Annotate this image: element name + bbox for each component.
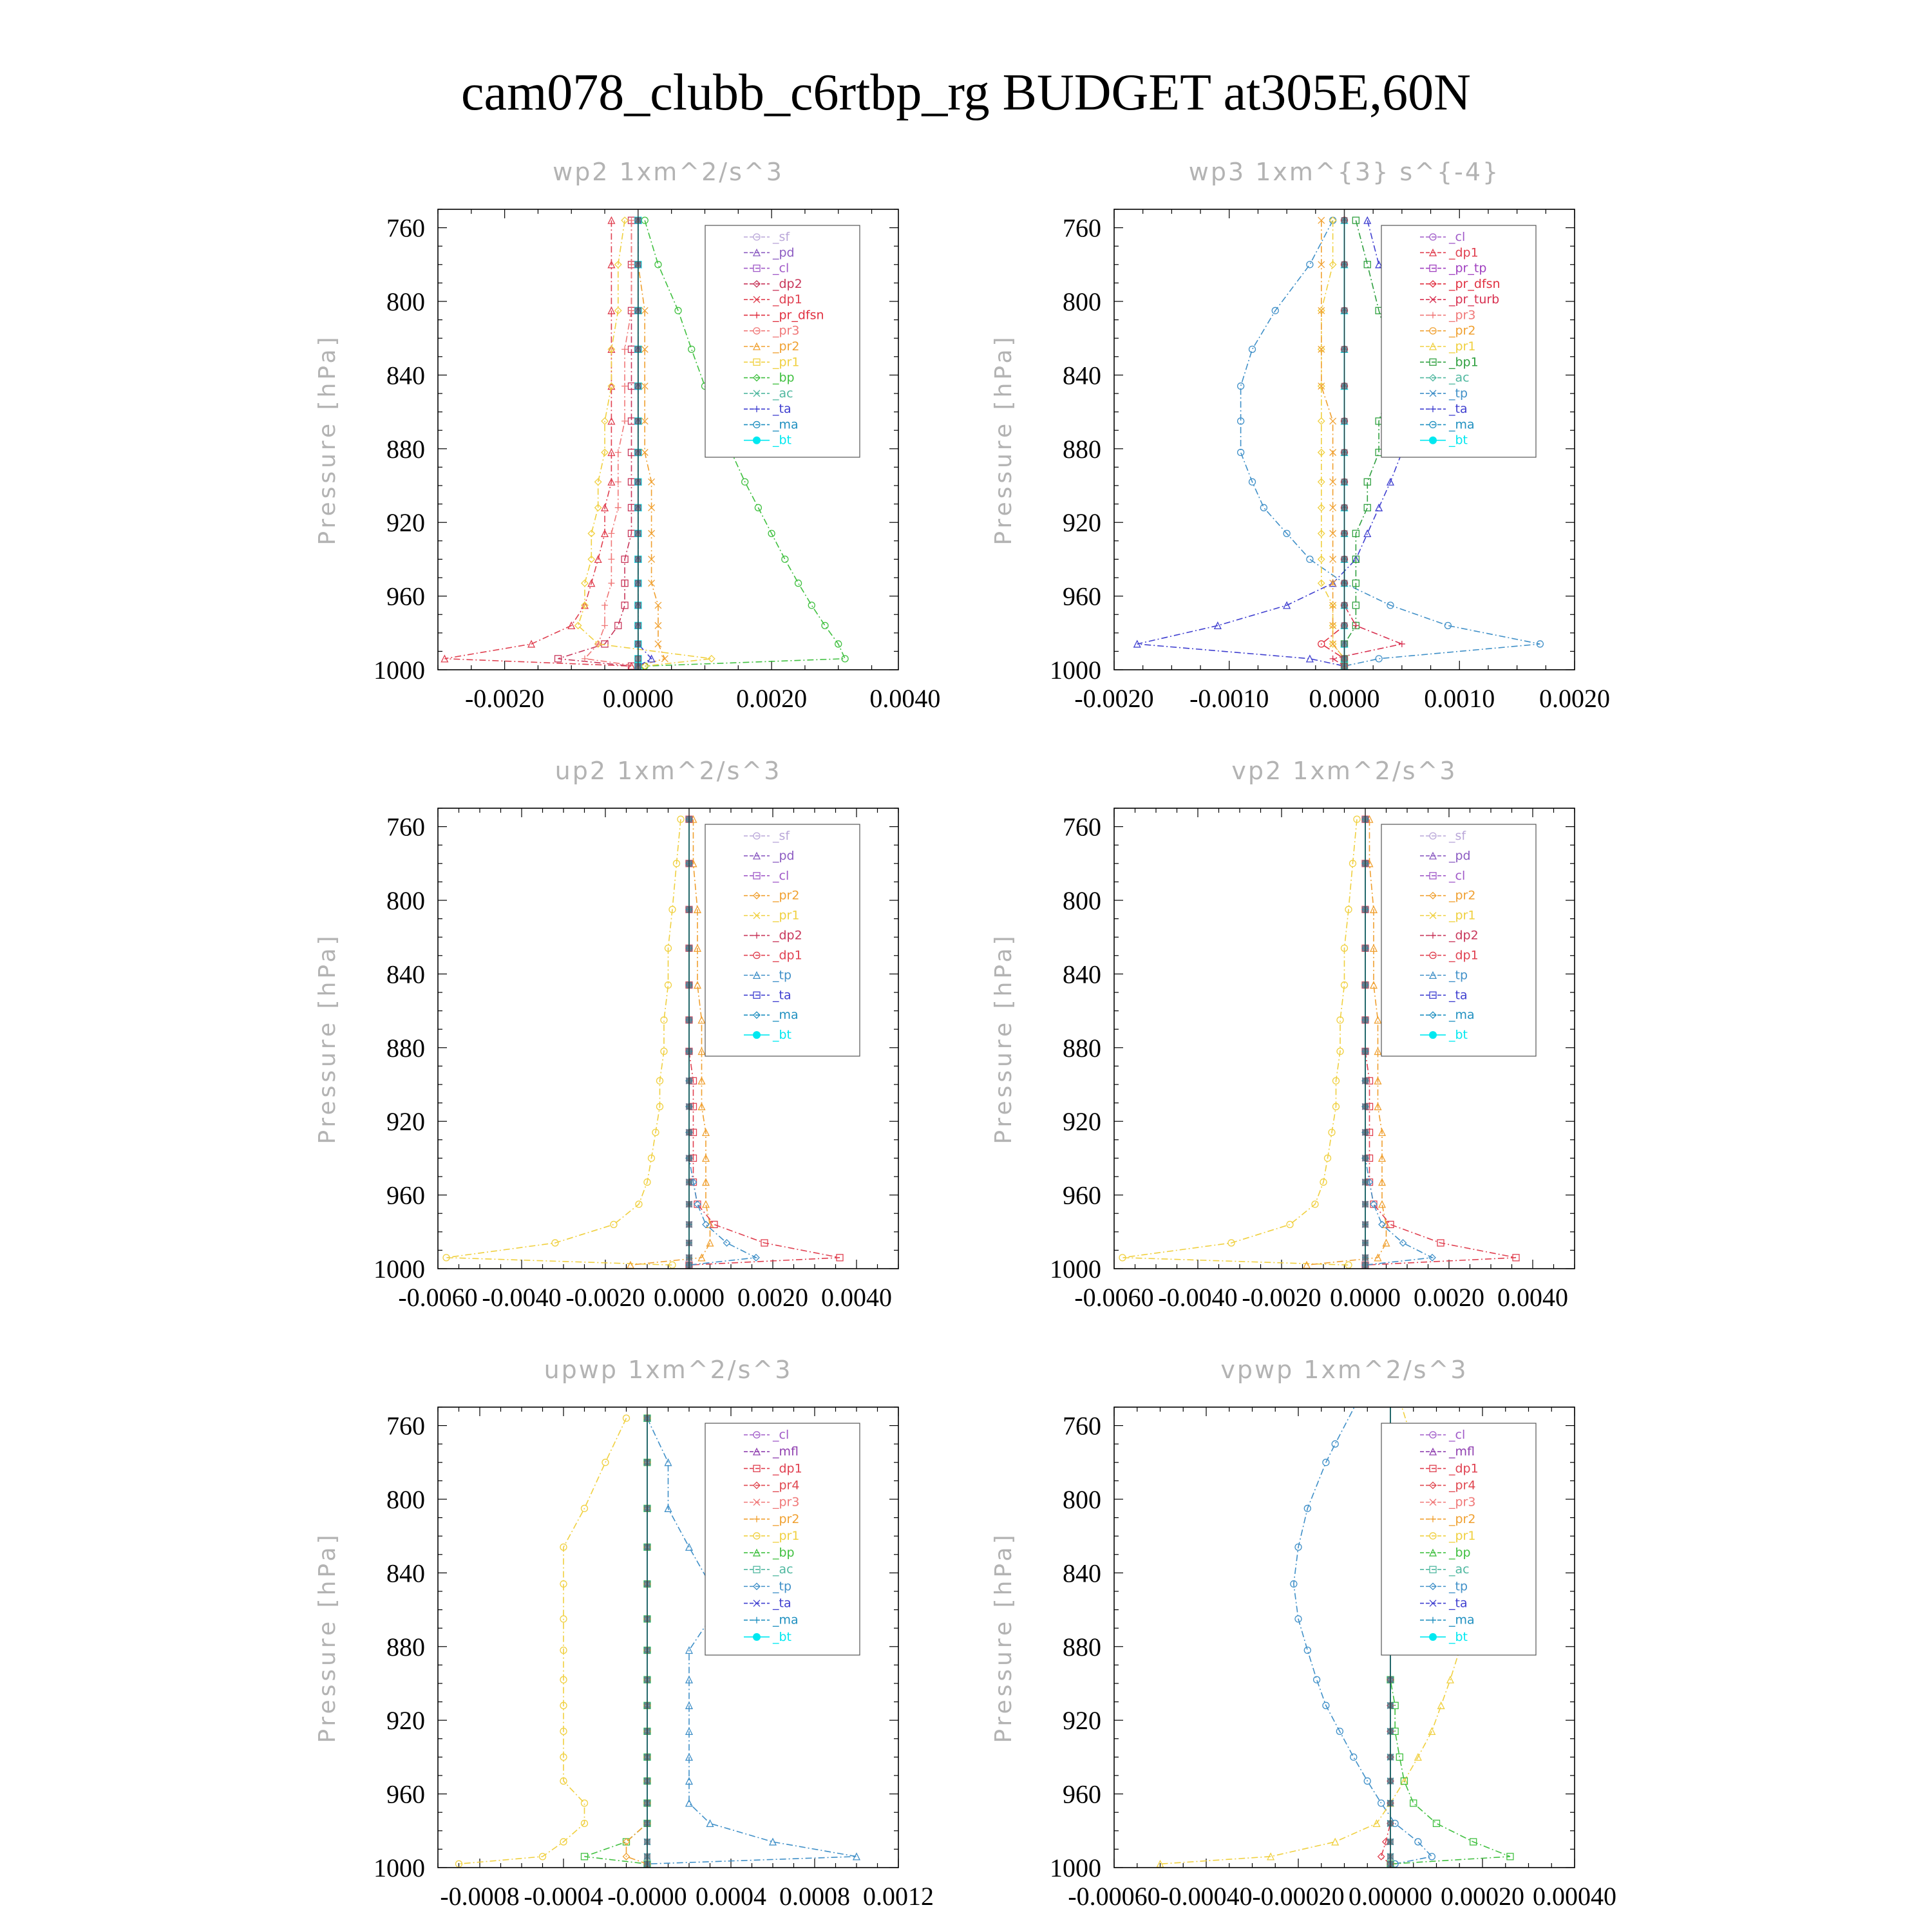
legend-marker-bt [1429,437,1437,444]
x-tick-label: 0.0040 [1497,1283,1568,1312]
y-tick-label: 1000 [374,656,425,685]
x-tick-label: -0.0020 [1074,684,1154,713]
x-tick-label: -0.0020 [1242,1283,1321,1312]
data-point-pr3 [621,346,628,352]
data-point-bp [655,261,661,268]
data-point-pr3 [601,622,608,629]
data-point-pr3 [615,450,621,456]
y-tick-label: 800 [386,287,425,316]
data-point-tp [1355,1397,1361,1403]
panel-upwp [314,1356,934,1911]
y-tick-label: 760 [1063,812,1101,842]
legend-marker-bt [1429,1031,1437,1039]
data-point-pr2 [661,656,668,662]
legend-label-tp: _tp [773,1579,792,1594]
y-tick-label: 880 [386,434,425,464]
data-point-pr1 [582,1800,588,1806]
data-point-tp [1260,504,1267,511]
x-tick-label: 0.0020 [1539,684,1610,713]
panel-up2 [314,757,898,1312]
data-point-pr_turb [1330,656,1336,662]
y-tick-label: 840 [386,1558,425,1588]
y-tick-label: 840 [386,960,425,989]
data-point-pr1 [1438,1702,1444,1709]
panel-vpwp [990,1356,1616,1911]
data-point-bp [808,602,815,609]
series-line-pr2 [638,220,665,666]
legend-label-bt: _bt [1449,433,1468,448]
y-tick-label: 1000 [374,1853,425,1882]
panel-title: vp2 1xm^2/s^3 [1231,757,1457,785]
y-tick-label: 960 [386,582,425,611]
data-point-bp [782,556,788,562]
x-tick-label: 0.0008 [779,1882,850,1911]
x-tick-label: 0.0000 [1309,684,1380,713]
legend-label-mfl: _mfl [1449,1444,1475,1459]
data-point-bp [1434,1820,1440,1826]
legend [1381,225,1536,457]
series-line-pr1 [1122,819,1357,1265]
y-tick-label: 920 [386,1706,425,1736]
x-tick-label: 0.0040 [821,1283,892,1312]
x-tick-label: -0.00020 [1252,1882,1345,1911]
x-tick-label: 0.0000 [654,1283,724,1312]
x-tick-label: -0.0010 [1189,684,1269,713]
legend-label-ta: _ta [773,402,791,417]
legend-label-dp1: _dp1 [1449,1461,1479,1476]
x-tick-label: -0.0008 [440,1882,520,1911]
legend-label-pd: _pd [1449,848,1471,863]
x-tick-label: -0.00060 [1068,1882,1160,1911]
legend-label-pr4: _pr4 [773,1478,800,1493]
legend-label-ma: _ma [1449,1008,1475,1023]
legend-label-ta: _ta [1449,988,1468,1003]
y-tick-label: 1000 [1050,656,1101,685]
data-point-pr1 [1318,418,1325,424]
zero-marker [1387,1397,1394,1403]
legend-label-dp1: _dp1 [773,1461,802,1476]
legend-label-cl: _cl [773,261,790,276]
legend-label-sf: _sf [1449,829,1466,843]
legend [705,225,860,457]
data-point-tp [724,1240,730,1246]
legend-label-bp: _bp [773,370,795,385]
data-point-pr1 [1287,1221,1293,1227]
x-tick-label: -0.0040 [1158,1283,1238,1312]
legend-label-ac: _ac [773,1562,793,1577]
y-tick-label: 880 [1063,1033,1101,1063]
y-tick-label: 840 [1063,1558,1101,1588]
data-point-bp [795,580,802,587]
x-tick-label: 0.00020 [1441,1882,1524,1911]
y-tick-label: 960 [1063,1779,1101,1809]
y-tick-label: 800 [1063,287,1101,316]
y-tick-label: 760 [1063,213,1101,243]
x-tick-label: -0.0004 [524,1882,603,1911]
data-point-pr2 [1383,1240,1390,1246]
series-line-pr1 [446,819,681,1265]
y-tick-label: 1000 [1050,1853,1101,1882]
data-point-dp1 [1387,1397,1394,1403]
legend-label-dp1: _dp1 [1449,948,1479,963]
y-tick-label: 1000 [1050,1255,1101,1283]
data-point-bp [688,346,695,352]
legend-label-pr1: _pr1 [1449,1528,1476,1543]
x-tick-label: -0.0020 [565,1283,645,1312]
legend-label-tp: _tp [1449,968,1468,983]
legend-label-ma: _ma [1449,1613,1475,1627]
legend-label-pd: _pd [773,848,795,863]
y-tick-label: 760 [386,812,425,842]
series-line-ta [1137,220,1414,666]
x-tick-label: -0.0060 [398,1283,478,1312]
legend-label-cl: _cl [1449,230,1466,244]
data-point-bp [1410,1800,1417,1806]
legend-label-bp: _bp [1449,1546,1471,1560]
y-axis-label: Pressure [hPa] [314,1531,341,1743]
y-tick-label: 800 [1063,1485,1101,1514]
data-point-pr2 [1303,1262,1310,1268]
data-point-tp [1304,1647,1311,1654]
legend-label-bt: _bt [1449,1028,1468,1043]
x-tick-label: -0.0040 [482,1283,562,1312]
data-point-ta [1364,217,1370,223]
data-point-pr1 [611,1221,617,1227]
legend [1381,824,1536,1056]
legend-label-dp2: _dp2 [773,928,802,943]
legend [705,1423,860,1655]
legend-label-mfl: _mfl [773,1444,799,1459]
data-point-pr1 [1332,1839,1338,1845]
x-tick-label: 0.00040 [1533,1882,1616,1911]
data-point-tp [1249,346,1256,352]
y-tick-label: 880 [386,1033,425,1063]
panel-title: wp2 1xm^2/s^3 [553,158,784,186]
data-point-bt [1387,1397,1394,1403]
series-line-pr2 [1321,220,1345,666]
legend-label-tp: _tp [1449,386,1468,401]
y-tick-label: 800 [386,1485,425,1514]
data-point-bp [1387,1397,1394,1403]
legend-label-ma: _ma [773,417,799,432]
data-point-pr3 [629,307,635,314]
y-tick-label: 960 [1063,582,1101,611]
legend-marker-bt [753,1031,761,1039]
data-point-pr2 [1330,418,1336,424]
legend-label-bt: _bt [773,433,792,448]
data-point-tp [1350,1754,1357,1760]
legend-label-pr1: _pr1 [1449,339,1476,354]
legend-label-pr1: _pr1 [1449,908,1476,923]
y-axis-label: Pressure [hPa] [314,933,341,1144]
x-tick-label: 0.0010 [1424,684,1495,713]
y-tick-label: 920 [386,508,425,538]
data-point-bp [1396,1754,1403,1760]
data-point-pr2 [627,1262,634,1268]
legend-label-ac: _ac [1449,1562,1470,1577]
data-point-tp [1238,450,1244,456]
y-tick-label: 920 [1063,508,1101,538]
x-tick-label: -0.0020 [464,684,545,713]
data-point-pr2 [655,641,661,647]
legend-label-pr_turb: _pr_turb [1449,292,1500,307]
x-tick-label: 0.0020 [736,684,808,713]
series-line-pr2 [630,819,710,1265]
y-tick-label: 840 [1063,361,1101,390]
y-tick-label: 960 [1063,1180,1101,1210]
panels [314,158,1616,1911]
legend-label-tp: _tp [773,968,792,983]
legend-label-dp2: _dp2 [1449,928,1479,943]
x-tick-label: -0.0060 [1074,1283,1154,1312]
legend-label-pr3: _pr3 [773,323,800,338]
data-point-pr_turb [1399,641,1405,647]
legend-label-pr1: _pr1 [773,355,800,370]
data-point-pr3 [615,504,621,511]
legend-label-ac: _ac [773,386,793,401]
y-tick-label: 1000 [374,1255,425,1283]
legend-label-pr2: _pr2 [773,339,800,354]
legend-marker-bt [753,437,761,444]
data-point-tp [1415,1839,1421,1845]
data-point-pr1 [1396,1397,1403,1403]
panel-title: vpwp 1xm^2/s^3 [1220,1356,1468,1384]
y-axis-label: Pressure [hPa] [990,1531,1017,1743]
y-tick-label: 840 [1063,960,1101,989]
data-point-pr3 [629,217,635,223]
legend-label-pr1: _pr1 [773,1528,800,1543]
y-tick-label: 880 [386,1632,425,1662]
y-axis-label: Pressure [hPa] [990,933,1017,1144]
y-tick-label: 880 [1063,1632,1101,1662]
data-point-bp1 [1352,217,1359,223]
y-tick-label: 760 [386,1411,425,1441]
panel-wp3 [990,158,1610,713]
data-point-pr3 [629,261,635,268]
data-point-pr3 [621,383,628,390]
y-tick-label: 920 [1063,1706,1101,1736]
x-tick-label: 0.00000 [1349,1882,1432,1911]
data-point-pr1 [623,1415,630,1421]
series-line-pr2 [627,1418,648,1864]
legend-label-pr1: _pr1 [773,908,800,923]
legend-label-ta: _ta [1449,1596,1468,1611]
legend-label-pr2: _pr2 [1449,1511,1476,1526]
legend-label-pr_dfsn: _pr_dfsn [773,308,824,323]
y-tick-label: 800 [386,886,425,915]
y-tick-label: 960 [386,1180,425,1210]
legend-marker-bt [1429,1633,1437,1641]
legend-marker-bt [753,1633,761,1641]
data-point-bp [641,217,648,223]
legend-label-sf: _sf [773,829,790,843]
legend-label-pr2: _pr2 [773,888,800,903]
legend-label-ta: _ta [1449,402,1468,417]
legend-label-dp1: _dp1 [773,292,802,307]
x-tick-label: 0.0000 [602,684,674,713]
data-point-bp [822,622,828,629]
legend-label-sf: _sf [773,230,790,244]
y-tick-label: 760 [386,213,425,243]
x-tick-label: 0.0020 [1414,1283,1484,1312]
legend-label-dp2: _dp2 [773,276,802,291]
series-line-dp1 [444,220,631,666]
y-axis-label: Pressure [hPa] [990,334,1017,545]
legend-label-bt: _bt [1449,1629,1468,1644]
legend-label-ta: _ta [773,988,791,1003]
legend-label-ma: _ma [773,1008,799,1023]
series-line-bp [585,1418,648,1864]
data-point-pr3 [621,418,628,424]
legend-label-cl: _cl [1449,1428,1466,1442]
legend-label-dp1: _dp1 [773,948,802,963]
legend-label-ma: _ma [1449,417,1475,432]
legend-label-pr3: _pr3 [773,1495,800,1510]
data-point-tp [1376,656,1382,662]
x-tick-label: -0.0000 [607,1882,687,1911]
legend-label-cl: _cl [1449,868,1466,883]
legend-label-ma: _ma [773,1613,799,1627]
legend-label-cl: _cl [773,868,790,883]
data-point-pr_turb [1352,622,1359,629]
data-point-dp2 [615,622,621,629]
legend-label-pr3: _pr3 [1449,308,1476,323]
y-tick-label: 880 [1063,434,1101,464]
legend-label-dp1: _dp1 [1449,245,1479,260]
y-axis-label: Pressure [hPa] [314,334,341,545]
legend-label-pr4: _pr4 [1449,1478,1476,1493]
legend-label-cl: _cl [773,1428,790,1442]
y-tick-label: 840 [386,361,425,390]
data-point-pr3 [608,530,614,536]
x-tick-label: 0.0012 [863,1882,934,1911]
panel-wp2 [314,158,940,713]
x-tick-label: 0.0040 [869,684,941,713]
legend-label-tp: _tp [1449,1579,1468,1594]
data-point-pr3 [608,580,614,587]
legend-label-pr3: _pr3 [1449,1495,1476,1510]
panel-vp2 [990,757,1575,1312]
data-point-tp [1400,1240,1406,1246]
data-point-pr3 [615,478,621,485]
legend-label-pr2: _pr2 [1449,888,1476,903]
data-point-tp [1314,1676,1320,1683]
data-point-tp [1307,556,1313,562]
data-point-ta [1364,530,1370,536]
legend-label-bt: _bt [773,1028,792,1043]
legend-label-pr2: _pr2 [773,1511,800,1526]
data-point-tp [707,1820,714,1826]
y-tick-label: 960 [386,1779,425,1809]
legend [705,824,860,1056]
legend-label-bp1: _bp1 [1449,355,1479,370]
panel-title: wp3 1xm^{3} s^{-4} [1188,158,1501,186]
legend-label-bt: _bt [773,1629,792,1644]
y-tick-label: 920 [1063,1107,1101,1137]
figure-title: cam078_clubb_c6rtbp_rg BUDGET at305E,60N [461,64,1471,121]
x-tick-label: 0.0004 [696,1882,766,1911]
legend [1381,1423,1536,1655]
data-point-dp1 [1378,1853,1385,1860]
data-point-pr3 [601,602,608,609]
panel-title: upwp 1xm^2/s^3 [544,1356,793,1384]
legend-label-pr2: _pr2 [1449,323,1476,338]
legend-label-ta: _ta [773,1596,791,1611]
series-line-pr2 [1307,819,1387,1265]
data-point-pr2 [707,1240,714,1246]
x-tick-label: -0.00040 [1160,1882,1253,1911]
x-tick-label: 0.0020 [737,1283,808,1312]
y-tick-label: 920 [386,1107,425,1137]
data-point-tp [1307,261,1313,268]
legend-label-bp: _bp [773,1546,795,1560]
x-tick-label: 0.0000 [1330,1283,1401,1312]
legend-label-pr_dfsn: _pr_dfsn [1449,276,1501,291]
legend-label-ac: _ac [1449,370,1470,385]
y-tick-label: 760 [1063,1411,1101,1441]
panel-title: up2 1xm^2/s^3 [554,757,782,785]
legend-label-pr_tp: _pr_tp [1449,261,1487,276]
legend-label-pd: _pd [773,245,795,260]
data-point-pr3 [608,556,614,562]
series-line-pr1 [459,1418,627,1864]
y-tick-label: 800 [1063,886,1101,915]
data-point-tp [1332,1441,1338,1447]
data-point-bp1 [1364,261,1370,268]
